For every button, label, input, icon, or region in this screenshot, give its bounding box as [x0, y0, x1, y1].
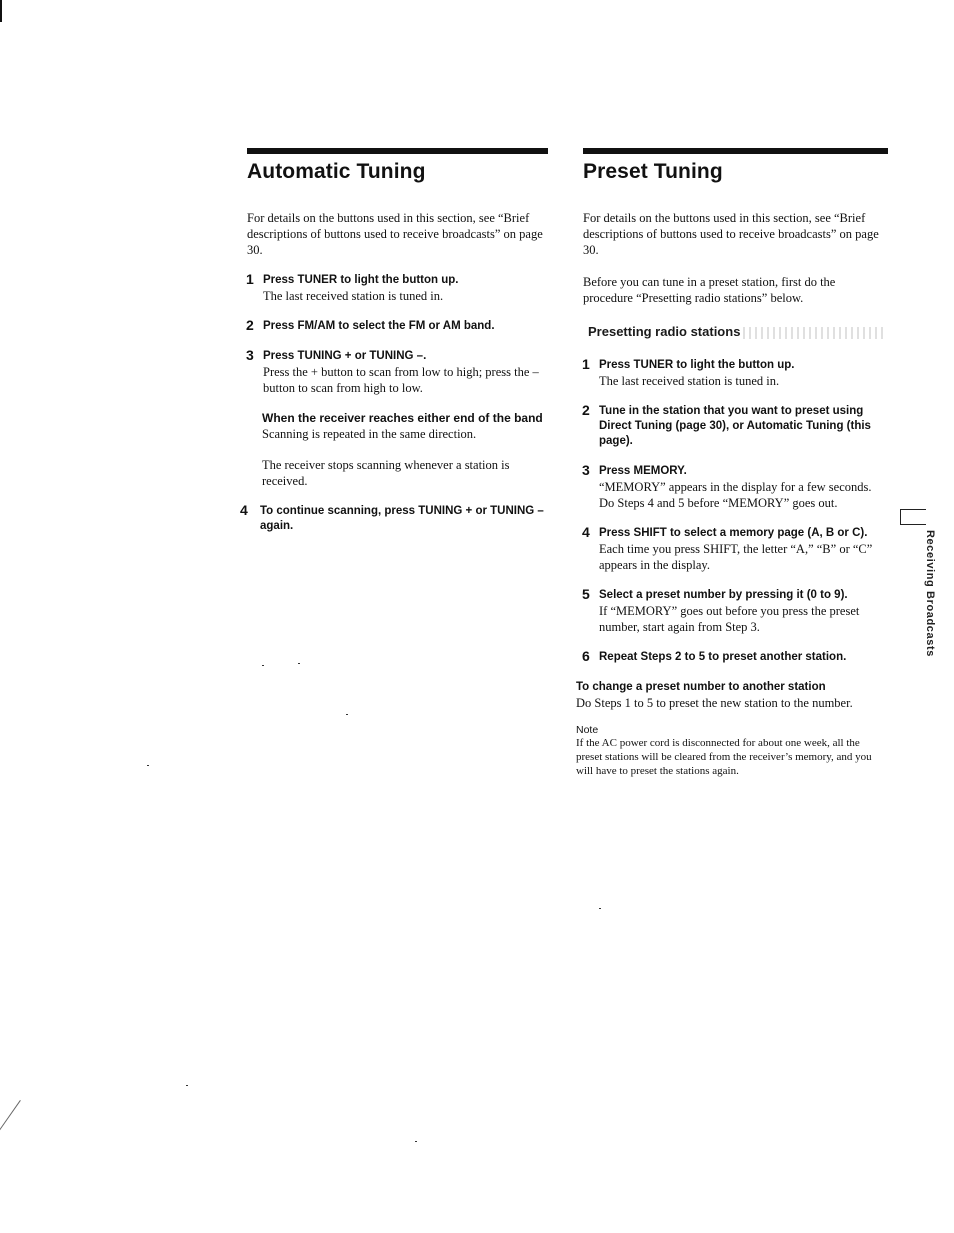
- preset-tuning-section: [576, 148, 888, 778]
- side-section-label: Receiving Broadcasts: [924, 530, 936, 657]
- scan-speck: [186, 1085, 188, 1086]
- step-heading: Tune in the station that you want to preset using Direct Tuning (page 30), or Automatic Tuning (this page).: [599, 405, 871, 447]
- step-body: The last received station is tuned in.: [599, 374, 780, 388]
- note-block: [576, 724, 881, 778]
- scan-speck: [415, 1141, 417, 1142]
- intro-text: For details on the buttons used in this section, see “Brief descriptions of buttons used to receive broadcasts” on page 30.: [583, 211, 879, 257]
- section-rule: [247, 148, 548, 154]
- step-body: “MEMORY” appears in the display for a few seconds. Do Steps 4 and 5 before “MEMORY” goes out.: [599, 480, 872, 510]
- section-title: Preset Tuning: [583, 160, 723, 183]
- step-heading: Press MEMORY.: [599, 465, 687, 477]
- step-4: [240, 502, 547, 534]
- band-note-heading: When the receiver reaches either end of the band: [262, 411, 543, 425]
- step-heading: Press TUNER to light the button up.: [599, 359, 795, 371]
- step-heading: Press TUNING + or TUNING –.: [263, 350, 427, 362]
- step-1: [583, 358, 888, 389]
- step-number: 1: [582, 356, 590, 372]
- section-rule: [583, 148, 888, 154]
- step-body: If “MEMORY” goes out before you press the preset number, start again from Step 3.: [599, 604, 860, 634]
- change-preset-body: Do Steps 1 to 5 to preset the new station to the number.: [576, 696, 853, 710]
- step-2: [247, 319, 547, 334]
- step-heading: To continue scanning, press TUNING + or TUNING – again.: [260, 505, 544, 532]
- change-preset: [576, 680, 888, 711]
- band-note-body: Scanning is repeated in the same direction.: [262, 427, 477, 441]
- change-preset-heading: To change a preset number to another station: [576, 681, 826, 693]
- step-number: 4: [582, 524, 590, 540]
- step-5: [583, 588, 888, 635]
- intro-text: For details on the buttons used in this section, see “Brief descriptions of buttons used to receive broadcasts” on page 30.: [247, 211, 543, 257]
- step-body: Press the + button to scan from low to high; press the – button to scan from high to low.: [263, 365, 539, 395]
- step-6: [583, 650, 888, 665]
- presetting-subheading: Presetting radio stations: [583, 324, 888, 339]
- step-4: [583, 526, 888, 573]
- step-number: 2: [582, 402, 590, 418]
- step-body: The last received station is tuned in.: [263, 289, 444, 303]
- scan-stroke: [0, 1100, 21, 1150]
- step-heading: Press SHIFT to select a memory page (A, B or C).: [599, 527, 868, 539]
- scan-speck: [346, 714, 348, 715]
- step-3: [247, 349, 547, 396]
- step-3: [583, 464, 888, 511]
- band-note-extra: The receiver stops scanning whenever a station is received.: [262, 458, 510, 488]
- section-title: Automatic Tuning: [247, 160, 426, 183]
- scan-speck: [298, 663, 300, 664]
- note-body: If the AC power cord is disconnected for about one week, all the preset stations will be cleared from the receiver’s memory, and you will have to preset the stations again.: [576, 737, 872, 777]
- step-number: 3: [582, 462, 590, 478]
- step-heading: Repeat Steps 2 to 5 to preset another station.: [599, 651, 847, 663]
- step-number: 3: [246, 347, 254, 363]
- note-heading: Note: [576, 724, 599, 736]
- step-body: Each time you press SHIFT, the letter “A,” “B” or “C” appears in the display.: [599, 542, 873, 572]
- step-heading: Press FM/AM to select the FM or AM band.: [263, 320, 495, 332]
- step-1: [247, 273, 547, 304]
- edge-mark: [0, 0, 2, 22]
- automatic-tuning-section: [240, 148, 547, 534]
- step-heading: Press TUNER to light the button up.: [263, 274, 459, 286]
- step-number: 6: [582, 648, 590, 664]
- before-text: Before you can tune in a preset station, first do the procedure “Presetting radio stations” below.: [583, 275, 836, 305]
- side-tab-marker: [900, 509, 926, 525]
- step-heading: Select a preset number by pressing it (0 to 9).: [599, 589, 848, 601]
- step-number: 1: [246, 271, 254, 287]
- scan-speck: [599, 908, 601, 909]
- step-number: 5: [582, 586, 590, 602]
- scan-speck: [147, 765, 149, 766]
- step-number: 2: [246, 317, 254, 333]
- step-number: 4: [240, 502, 248, 518]
- band-note: [247, 411, 547, 489]
- scan-speck: [262, 665, 264, 666]
- step-2: [583, 404, 888, 449]
